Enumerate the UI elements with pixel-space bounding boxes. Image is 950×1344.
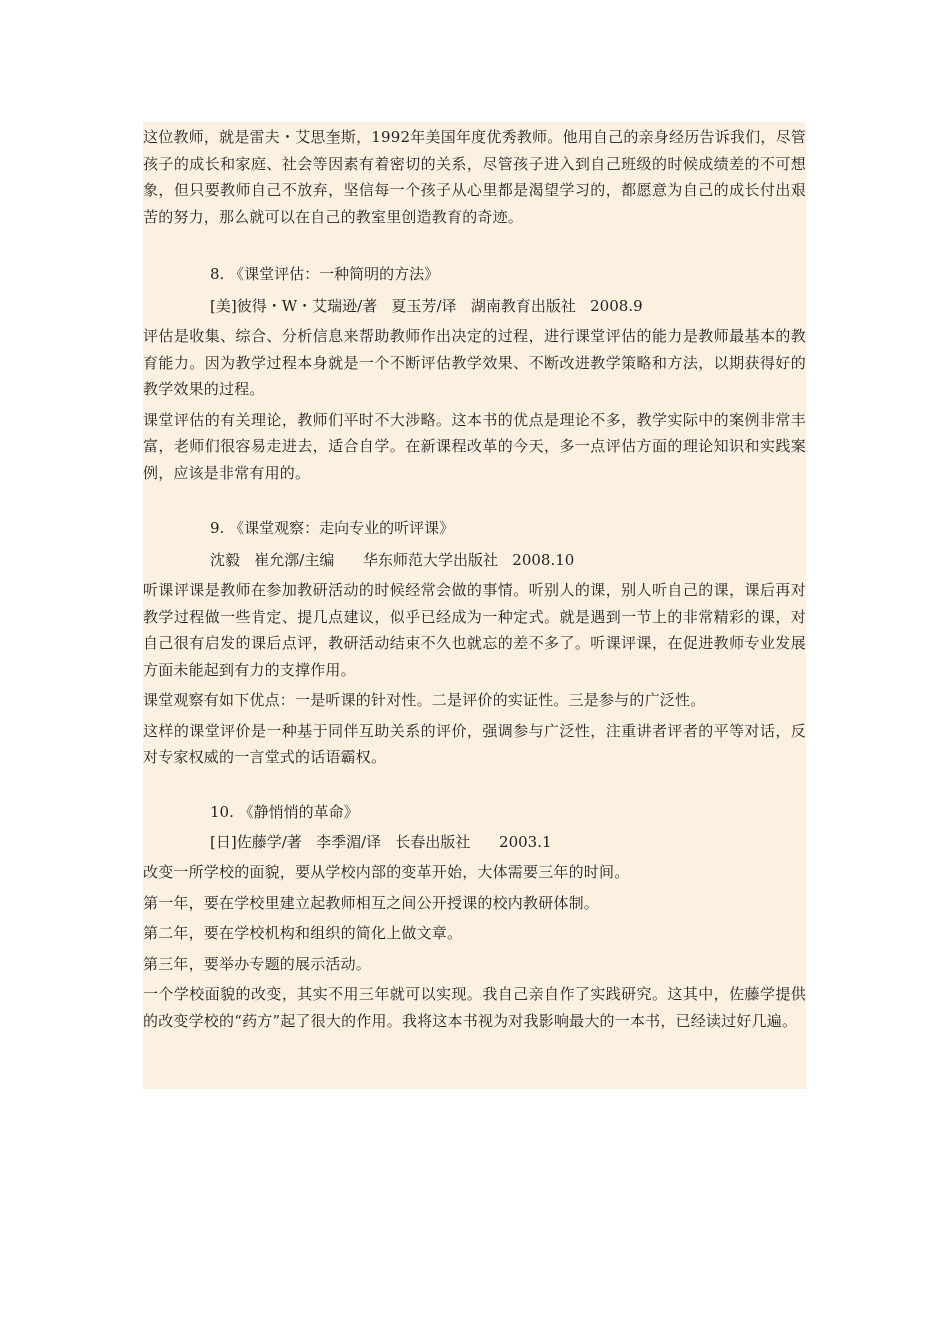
book-title: 9. 《课堂观察：走向专业的听评课》 — [210, 519, 455, 537]
paragraph: 第一年，要在学校里建立起教师相互之间公开授课的校内教研体制。 — [143, 893, 600, 912]
paragraph: 这位教师，就是雷夫・艾思奎斯，1992年美国年度优秀教师。他用自己的亲身经历告诉我们，尽管孩子的成长和家庭、社会等因素有着密切的关系，尽管孩子进入到自己班级的时候成绩差的不可想象，但只要教师自己不放弃，坚信每一个孩子从心里都是渴望学习的，都愿意为自己的成长付出艰苦的努力，那么就可以在自己的教室里创造教育的奇迹。 — [143, 128, 806, 226]
book-title: 8. 《课堂评估：一种简明的方法》 — [210, 265, 440, 283]
paragraph: 第三年，要举办专题的展示活动。 — [143, 954, 372, 973]
paragraph: 这样的课堂评价是一种基于同伴互助关系的评价，强调参与广泛性，注重讲者评者的平等对话，反对专家权威的一言堂式的话语霸权。 — [143, 721, 806, 766]
book-10-section — [143, 799, 806, 1034]
document-page — [143, 122, 806, 1089]
paragraph: 第二年，要在学校机构和组织的简化上做文章。 — [143, 924, 463, 942]
book-title: 10. 《静悄悄的革命》 — [210, 803, 359, 821]
paragraph: 一个学校面貌的改变，其实不用三年就可以实现。我自己亲自作了实践研究。这其中，佐藤学提供的改变学校的“药方”起了很大的作用。我将这本书视为对我影响最大的一本书，已经读过好几遍。 — [143, 985, 806, 1030]
paragraph: 课堂观察有如下优点：一是听课的针对性。二是评价的实证性。三是参与的广泛性。 — [143, 691, 706, 709]
paragraph: 改变一所学校的面貌，要从学校内部的变革开始，大体需要三年的时间。 — [143, 863, 630, 881]
book-8-section — [143, 261, 806, 486]
intro-section — [143, 124, 806, 230]
book-meta: [美]彼得・W・艾瑞逊/著 夏玉芳/译 湖南教育出版社 2008.9 — [210, 297, 643, 315]
book-meta: [日]佐藤学/著 李季湄/译 长春出版社 2003.1 — [210, 833, 552, 851]
book-meta: 沈毅 崔允漷/主编 华东师范大学出版社 2008.10 — [210, 551, 575, 569]
book-9-section — [143, 515, 806, 771]
paragraph: 评估是收集、综合、分析信息来帮助教师作出决定的过程，进行课堂评估的能力是教师最基本的教育能力。因为教学过程本身就是一个不断评估教学效果、不断改进教学策略和方法，以期获得好的教学效果的过程。 — [143, 327, 806, 398]
paragraph: 课堂评估的有关理论，教师们平时不大涉略。这本书的优点是理论不多，教学实际中的案例非常丰富，老师们很容易走进去，适合自学。在新课程改革的今天，多一点评估方面的理论知识和实践案例，应该是非常有用的。 — [143, 410, 806, 482]
paragraph: 听课评课是教师在参加教研活动的时候经常会做的事情。听别人的课，别人听自己的课，课后再对教学过程做一些肯定、提几点建议，似乎已经成为一种定式。就是遇到一节上的非常精彩的课，对自己很有启发的课后点评，教研活动结束不久也就忘的差不多了。听课评课，在促进教师专业发展方面未能起到有力的支撑作用。 — [143, 581, 806, 679]
